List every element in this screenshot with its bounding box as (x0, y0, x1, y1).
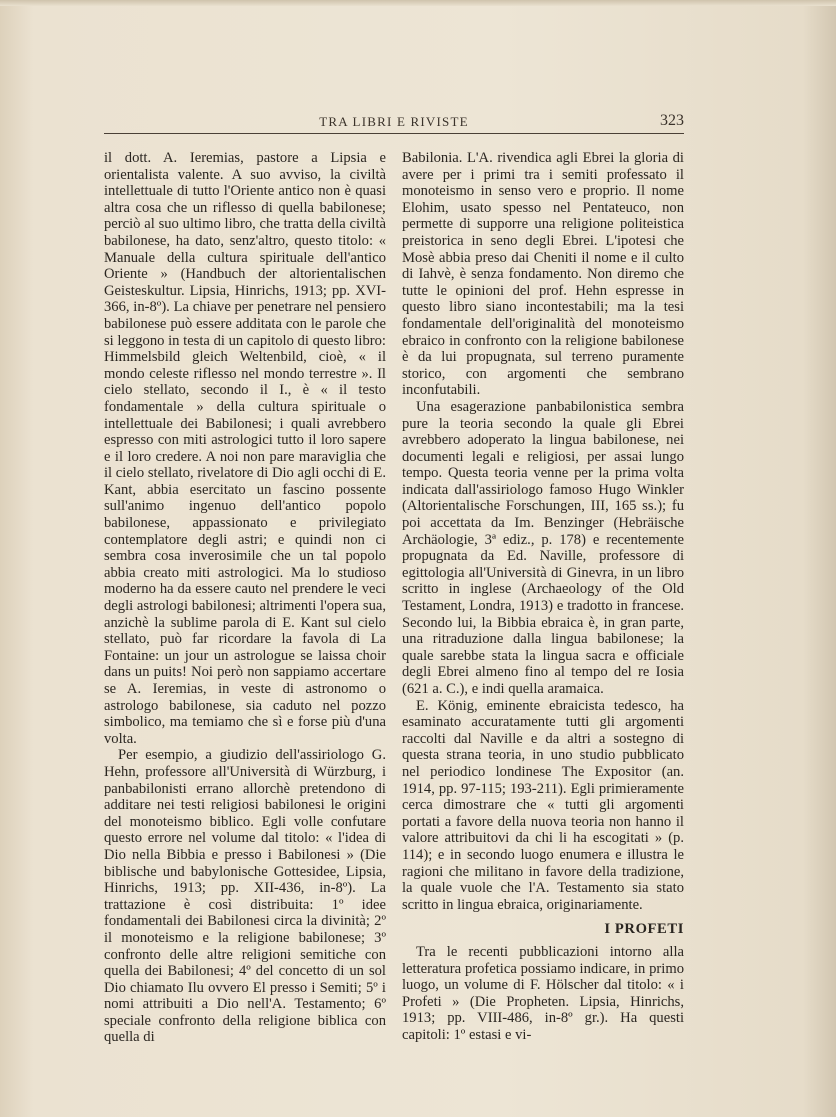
paragraph: Per esempio, a giudizio dell'assiriologo G. Hehn, professore all'Università di Würzburg, i panbabilonisti errano allorchè pretendono di additare nei testi religiosi babilonesi le origini del monoteismo biblico. Egli volle confutare questo errore nel volume dal titolo: « l'idea di Dio nella Bibbia e presso i Babilonesi » (Die biblische und babylonische Gottesidee, Lipsia, Hinrichs, 1913; pp. XII-436, in-8º). La trattazione è così distribuita: 1º idee fondamentali dei Babilonesi circa la divinità; 2º il monoteismo e la religione babilonese; 3º confronto delle altre religioni semitiche con quella dei Babilonesi; 4º del concetto di un sol Dio chiamato Ilu ovvero El presso i Semiti; 5º i nomi attribuiti a Dio nell'A. Testamento; 6º speciale confronto della religione biblica con quella di (104, 747, 386, 1046)
left-column (104, 150, 386, 1046)
paragraph: il dott. A. Ieremias, pastore a Lipsia e orientalista valente. A suo avviso, la civiltà intellettuale di tutto l'Oriente antico non è quasi altra cosa che un riflesso di quella babilonese; perciò al suo ultimo libro, che tratta della civiltà babilonese, ha dato, senz'altro, questo titolo: « Manuale della cultura spirituale dell'antico Oriente » (Handbuch der altorientalischen Geisteskultur. Lipsia, Hinrichs, 1913; pp. XVI-366, in-8º). La chiave per penetrare nel pensiero babilonese può essere additata con le parole che si leggono in testa di un capitolo di questo libro: Himmelsbild gleich Weltenbild, cioè, « il mondo celeste riflesso nel mondo terrestre ». Il cielo stellato, secondo il I., è « il testo fondamentale » della cultura spirituale o intellettuale dei Babilonesi; i quali avrebbero espresso con miti astrologici tutto il loro sapere e il loro credere. A noi non pare maraviglia che il cielo stellato, rivelatore di Dio agli occhi di E. Kant, abbia esercitato un fascino possente sull'animo ingenuo dell'antico popolo babilonese, appassionato e privilegiato contemplatore degli astri; e quindi non ci sembra cosa inverosimile che un tal popolo abbia creato miti astrologici. Ma lo studioso moderno ha da essere cauto nel prendere le veci degli astrologi babilonesi; altrimenti l'opera sua, anzichè la sublime parola di E. Kant sul cielo stellato, può far ricordare la favola di La Fontaine: un jour un astrologue se laissa choir dans un puits! Noi però non sappiamo accertare se A. Ieremias, in veste di astronomo o astrologo babilonese, sia caduto nel pozzo simbolico, ma temiamo che sì e forse più d'una volta. (104, 150, 386, 747)
paragraph: Una esagerazione panbabilonistica sembra pure la teoria secondo la quale gli Ebrei avrebbero adoperato la lingua babilonese, nei documenti legali e religiosi, per assai lungo tempo. Questa teoria venne per la prima volta indicata dall'assiriologo famoso Hugo Winkler (Altorientalische Forschungen, III, 165 ss.); fu poi accettata da Im. Benzinger (Hebräische Archäologie, 3ª ediz., p. 178) e recentemente propugnata da Ed. Naville, professore di egittologia all'Università di Ginevra, in un libro scritto in inglese (Archaeology of the Old Testament, Londra, 1913) e tradotto in francese. Secondo lui, la Bibbia ebraica è, in gran parte, una ritraduzione dalla lingua babilonese; la quale sarebbe stata la lingua sacra e officiale degli Ebrei almeno fino al tempo del re Iosia (621 a. C.), e indi quella aramaica. (402, 398, 684, 697)
page-number: 323 (660, 112, 684, 129)
right-column (402, 150, 684, 1043)
running-title: TRA LIBRI E RIVISTE (319, 114, 469, 129)
section-heading: I PROFETI (604, 921, 684, 938)
page-top-edge (0, 0, 836, 6)
paragraph: E. König, eminente ebraicista tedesco, ha esaminato accuratamente tutti gli argomenti raccolti dal Naville e da altri a sostegno di questa strana teoria, in uno studio pubblicato nel periodico londinese The Expositor (an. 1914, pp. 97-115; 193-211). Egli primieramente cerca dimostrare che « tutti gli argomenti portati a favore della nuova teoria non hanno il valore attribuitovi da chi li ha escogitati » (p. 114); e in secondo luogo enumera e illustra le ragioni che militano in favore della tradizione, la quale vuole che l'A. Testamento sia stato scritto in lingua ebraica, originariamente. (402, 697, 684, 913)
paragraph: Tra le recenti pubblicazioni intorno alla letteratura profetica possiamo indicare, in primo luogo, un volume di F. Hölscher dal titolo: « i Profeti » (Die Propheten. Lipsia, Hinrichs, 1913; pp. VIII-486, in-8º gr.). Ha questi capitoli: 1º estasi e vi- (402, 943, 684, 1043)
paragraph: Babilonia. L'A. rivendica agli Ebrei la gloria di avere per i primi tra i semiti professato il monoteismo in senso vero e proprio. Il nome Elohim, usato spesso nel Pentateuco, non permette di supporre una religione politeistica preistorica in seno degli Ebrei. L'ipotesi che Mosè abbia preso dai Cheniti il nome e il culto di Iahvè, è senza fondamento. Non diremo che tutte le opinioni del prof. Hehn espresse in questo libro siano incontestabili; ma la tesi fondamentale dell'originalità del monoteismo ebraico in confronto con la religione babilonese è da lui propugnata, sul terreno puramente storico, con argomenti che sembrano inconfutabili. (402, 150, 684, 399)
header-rule (104, 133, 684, 134)
